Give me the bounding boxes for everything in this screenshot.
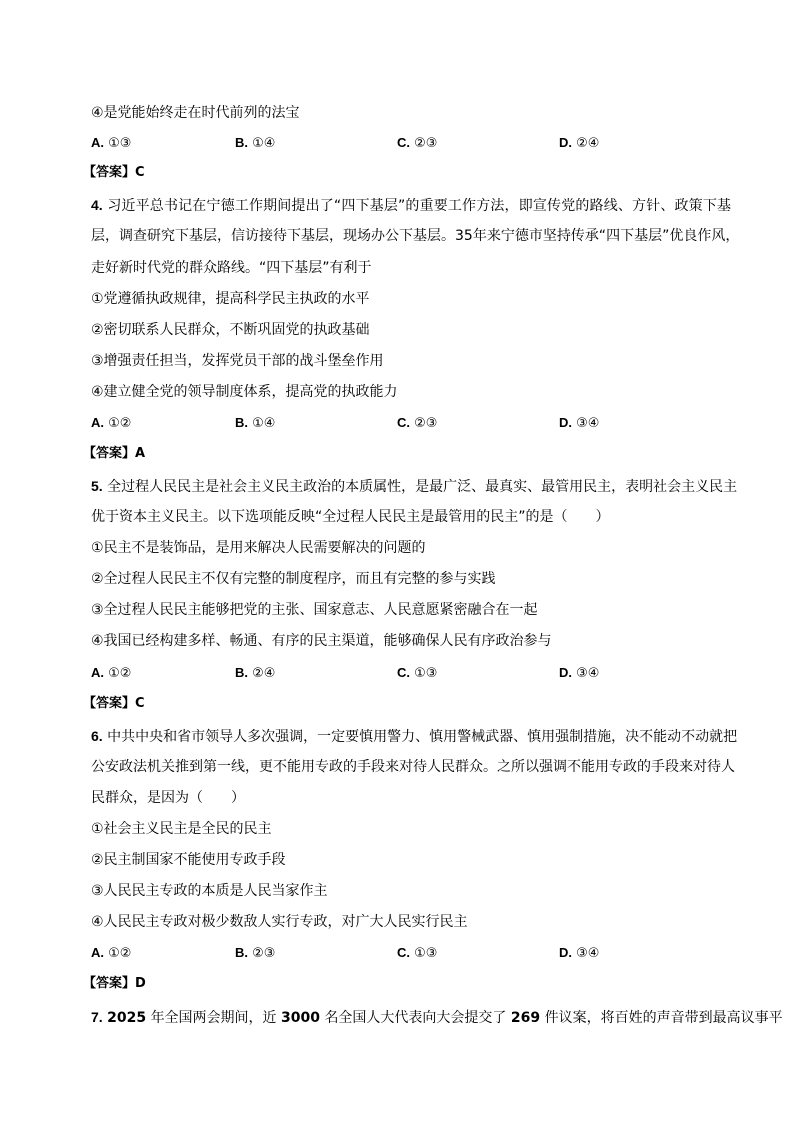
q4-item-1: ①党遵循执政规律，提高科学民主执政的水平 bbox=[91, 291, 370, 307]
q4-item-4: ④建立健全党的领导制度体系，提高党的执政能力 bbox=[91, 384, 398, 400]
q6-stem-line-1: 6. 中共中央和省市领导人多次强调，一定要慎用警力、慎用警械武器、慎用强制措施，决不能动不动就把 bbox=[91, 728, 738, 745]
q4-stem-line-2: 层，调查研究下基层，信访接待下基层，现场办公下基层。35年来宁德市坚持传承“四下基层”优良作风， bbox=[91, 228, 740, 244]
q5-option-c: C. ①③ bbox=[397, 665, 438, 681]
q3-item-4: ④是党能始终走在时代前列的法宝 bbox=[91, 105, 300, 121]
q6-option-a: A. ①② bbox=[91, 945, 132, 961]
q6-options bbox=[91, 943, 731, 963]
q6-item-3: ③人民民主专政的本质是人民当家作主 bbox=[91, 883, 328, 899]
q5-number: 5. bbox=[91, 478, 103, 494]
q7-stem-line-1: 7. 2025 年全国两会期间，近 3000 名全国人大代表向大会提交了 269 件议案，将百姓的声音带到最高议事平 bbox=[91, 1009, 783, 1026]
q3-option-a: A. ①③ bbox=[91, 135, 132, 151]
q5-option-b: B. ②④ bbox=[235, 665, 276, 681]
q4-answer: 【答案】A bbox=[83, 446, 146, 461]
q5-item-2: ②全过程人民民主不仅有完整的制度程序，而且有完整的参与实践 bbox=[91, 571, 496, 587]
q4-stem-line-3: 走好新时代党的群众路线。“四下基层”有利于 bbox=[91, 260, 372, 276]
q5-item-1: ①民主不是装饰品，是用来解决人民需要解决的问题的 bbox=[91, 540, 426, 556]
q4-number: 4. bbox=[91, 197, 103, 213]
q6-option-d: D. ③④ bbox=[559, 945, 600, 961]
q6-option-b: B. ②③ bbox=[235, 945, 276, 961]
q4-option-d: D. ③④ bbox=[559, 415, 600, 431]
q5-stem-line-2: 优于资本主义民主。以下选项能反映“全过程人民民主是最管用的民主”的是（ ） bbox=[91, 509, 610, 525]
q5-option-a: A. ①② bbox=[91, 665, 132, 681]
q6-number: 6. bbox=[91, 728, 103, 744]
q5-stem-line-1: 5. 全过程人民民主是社会主义民主政治的本质属性，是最广泛、最真实、最管用民主，表明社会主义民主 bbox=[91, 478, 738, 495]
q3-option-b: B. ①④ bbox=[235, 135, 276, 151]
q4-option-a: A. ①② bbox=[91, 415, 132, 431]
q5-options bbox=[91, 663, 731, 683]
q3-option-c: C. ②③ bbox=[397, 135, 438, 151]
q6-answer: 【答案】D bbox=[83, 976, 146, 991]
q5-answer: 【答案】C bbox=[83, 696, 145, 711]
q4-option-b: B. ①④ bbox=[235, 415, 276, 431]
q4-options bbox=[91, 413, 731, 433]
q7-number: 7. bbox=[91, 1009, 103, 1025]
q6-option-c: C. ①③ bbox=[397, 945, 438, 961]
q6-item-1: ①社会主义民主是全民的民主 bbox=[91, 821, 272, 837]
q3-option-d: D. ②④ bbox=[559, 135, 600, 151]
q6-item-2: ②民主制国家不能使用专政手段 bbox=[91, 852, 286, 868]
q4-item-2: ②密切联系人民群众，不断巩固党的执政基础 bbox=[91, 322, 370, 338]
q5-option-d: D. ③④ bbox=[559, 665, 600, 681]
q6-stem-line-2: 公安政法机关推到第一线，更不能用专政的手段来对待人民群众。之所以强调不能用专政的手段来对待人 bbox=[91, 759, 735, 775]
q4-item-3: ③增强责任担当，发挥党员干部的战斗堡垒作用 bbox=[91, 353, 384, 369]
q6-item-4: ④人民民主专政对极少数敌人实行专政，对广大人民实行民主 bbox=[91, 914, 468, 930]
q3-answer: 【答案】C bbox=[83, 165, 145, 180]
q5-item-3: ③全过程人民民主能够把党的主张、国家意志、人民意愿紧密融合在一起 bbox=[91, 602, 538, 618]
q5-item-4: ④我国已经构建多样、畅通、有序的民主渠道，能够确保人民有序政治参与 bbox=[91, 633, 552, 649]
q4-stem-line-1: 4. 习近平总书记在宁德工作期间提出了“四下基层”的重要工作方法，即宣传党的路线、方针、政策下基 bbox=[91, 197, 731, 214]
q6-stem-line-3: 民群众，是因为（ ） bbox=[91, 790, 245, 806]
q3-options bbox=[91, 133, 731, 153]
q4-option-c: C. ②③ bbox=[397, 415, 438, 431]
